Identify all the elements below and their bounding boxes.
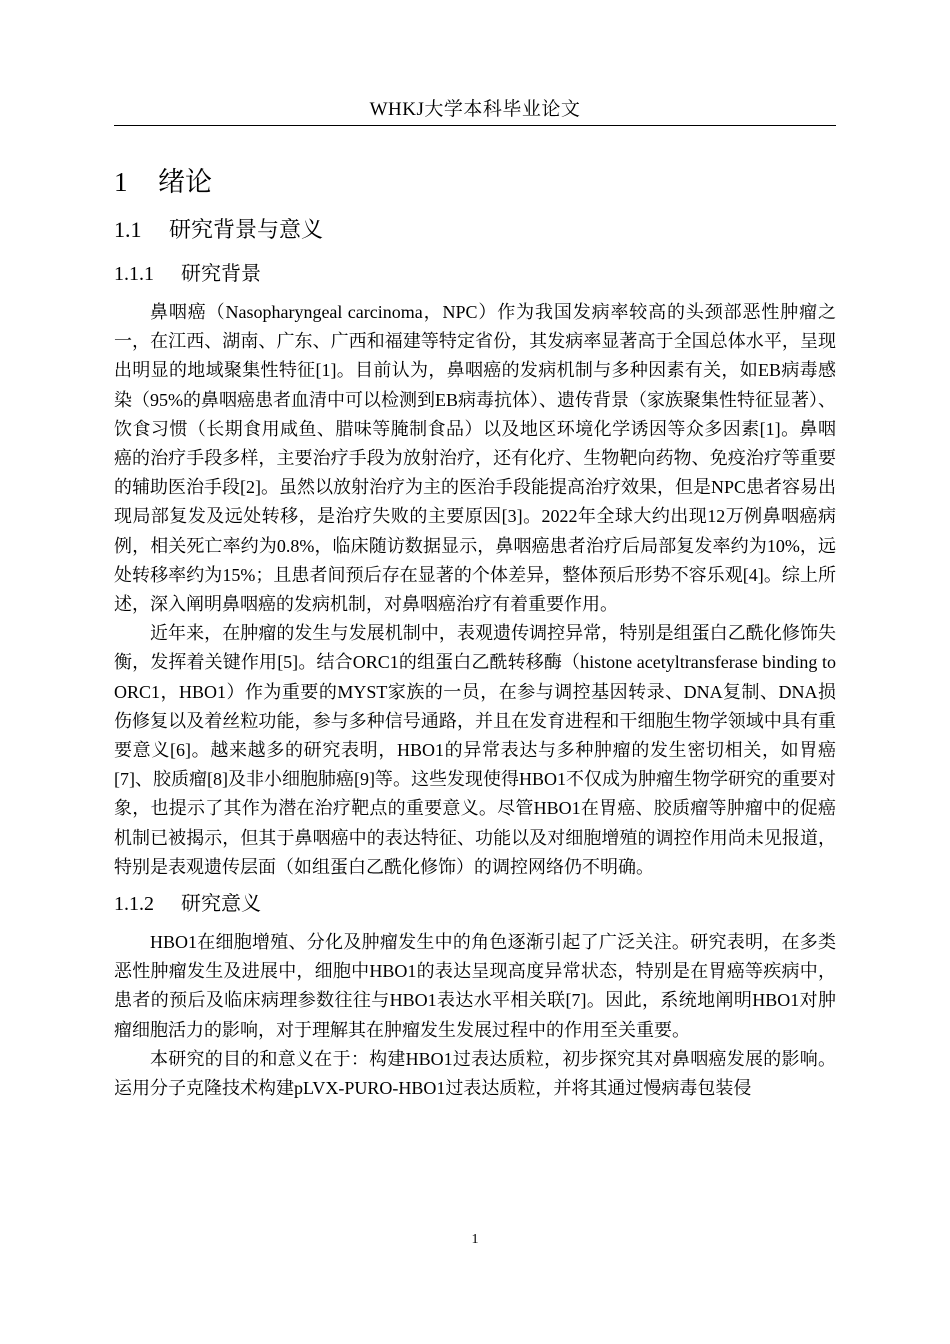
paragraph: 鼻咽癌（Nasopharyngeal carcinoma，NPC）作为我国发病率较高的头颈部恶性肿瘤之一，在江西、湖南、广东、广西和福建等特定省份，其发病率显著高于全国总体水平，呈现出明显的地域聚集性特征[1]。目前认为，鼻咽癌的发病机制与多种因素有关，如EB病毒感染（95%的鼻咽癌患者血清中可以检测到EB病毒抗体）、遗传背景（家族聚集性特征显著）、饮食习惯（长期食用咸鱼、腊味等腌制食品）以及地区环境化学诱因等众多因素[1]。鼻咽癌的治疗手段多样，主要治疗手段为放射治疗，还有化疗、生物靶向药物、免疫治疗等重要的辅助医治手段[2]。虽然以放射治疗为主的医治手段能提高治疗效果，但是NPC患者容易出现局部复发及远处转移，是治疗失败的主要原因[3]。2022年全球大约出现12万例鼻咽癌病例，相关死亡率约为0.8%，临床随访数据显示，鼻咽癌患者治疗后局部复发率约为10%，远处转移率约为15%；且患者间预后存在显著的个体差异，整体预后形势不容乐观[4]。综上所述，深入阐明鼻咽癌的发病机制，对鼻咽癌治疗有着重要作用。 <box>114 302 837 615</box>
subsection-heading-significance <box>114 886 836 922</box>
paragraph: 近年来，在肿瘤的发生与发展机制中，表观遗传调控异常，特别是组蛋白乙酰化修饰失衡，发挥着关键作用[5]。结合ORC1的组蛋白乙酰转移酶（histone acetyltransferase binding to ORC1，HBO1）作为重要的MYST家族的一员，在参与调控基因转录、DNA复制、DNA损伤修复以及着丝粒功能，参与多种信号通路，并且在发育进程和干细胞生物学领域中具有重要意义[6]。越来越多的研究表明，HBO1的异常表达与多种肿瘤的发生密切相关，如胃癌[7]、胶质瘤[8]及非小细胞肺癌[9]等。这些发现使得HBO1不仅成为肿瘤生物学研究的重要对象，也提示了其作为潜在治疗靶点的重要意义。尽管HBO1在胃癌、胶质瘤等肿瘤中的促癌机制已被揭示，但其于鼻咽癌中的表达特征、功能以及对细胞增殖的调控作用尚未见报道，特别是表观遗传层面（如组蛋白乙酰化修饰）的调控网络仍不明确。 <box>114 623 836 877</box>
page-number: 1 <box>471 1232 479 1247</box>
paragraph: 本研究的目的和意义在于：构建HBO1过表达质粒，初步探究其对鼻咽癌发展的影响。运用分子克隆技术构建pLVX-PURO-HBO1过表达质粒，并将其通过慢病毒包装侵 <box>114 1048 836 1099</box>
chapter-number: 1 <box>114 167 128 197</box>
section-title: 研究背景与意义 <box>169 217 324 242</box>
section-number: 1.1 <box>114 217 142 242</box>
chapter-heading <box>114 160 836 204</box>
subsection-title: 研究意义 <box>181 893 261 916</box>
subsection-title: 研究背景 <box>181 263 261 285</box>
body-content <box>114 160 836 1103</box>
subsection-number: 1.1.1 <box>114 263 154 285</box>
subsection-heading-background <box>114 256 836 292</box>
running-header: WHKJ大学本科毕业论文 <box>369 99 581 120</box>
header-rule <box>114 125 836 126</box>
paragraph: HBO1在细胞增殖、分化及肿瘤发生中的角色逐渐引起了广泛关注。研究表明，在多类恶性肿瘤发生及进展中，细胞中HBO1的表达呈现高度异常状态，特别是在胃癌等疾病中，患者的预后及临床病理参数往往与HBO1表达水平相关联[7]。因此，系统地阐明HBO1对肿瘤细胞活力的影响，对于理解其在肿瘤发生发展过程中的作用至关重要。 <box>114 932 836 1040</box>
section-heading <box>114 210 836 250</box>
chapter-title: 绪论 <box>158 167 212 197</box>
subsection-number: 1.1.2 <box>114 893 154 916</box>
